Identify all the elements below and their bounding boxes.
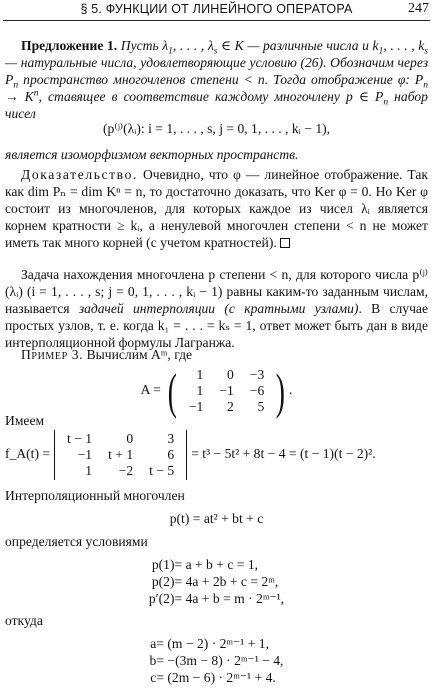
determinant-cell: t − 5 (149, 463, 175, 478)
example-text: Вычислим Aᵐ, где (86, 347, 193, 362)
solution-row (150, 635, 284, 652)
proof-label: Доказательство. (21, 167, 139, 182)
solution-table (150, 635, 284, 686)
condition-row (149, 590, 284, 607)
solution-lhs: b (149, 653, 157, 668)
running-header (0, 0, 433, 20)
matrix-A: A = ( 1 0 −3 1 −1 −6 −1 2 5 ) . (140, 363, 293, 419)
conditions-intro: определяется условиями (5, 534, 148, 549)
matrix-A-table (181, 367, 272, 415)
solution-lhs: a (150, 636, 157, 651)
solution-rhs: = (2m − 6) · 2ᵐ⁻¹ + 4. (156, 670, 276, 685)
conditions-table (149, 556, 284, 607)
matrix-A-cell: −3 (249, 367, 265, 382)
matrix-A-cell: 1 (196, 367, 204, 382)
interp-polynomial: p(t) = at² + bt + c (169, 511, 264, 526)
determinant-cell: t − 1 (67, 431, 93, 446)
qed-symbol (280, 238, 290, 248)
interp-intro: Интерполяционный многочлен (5, 488, 185, 503)
condition-lhs: p′(2) (148, 591, 175, 606)
solution-rhs: = (m − 2) · 2ᵐ⁻¹ + 1, (156, 636, 269, 651)
solution-row (150, 669, 284, 686)
header-rule (3, 20, 430, 21)
determinant-table (59, 431, 182, 479)
proposition-conclusion: является изоморфизмом векторных пространств. (5, 147, 299, 162)
page-number: 247 (408, 1, 429, 16)
determinant-cell: 1 (85, 463, 93, 478)
conditions-system (5, 556, 428, 607)
proof (5, 166, 428, 251)
interpolation-term: задачей интерполяции (с кратными узлами) (78, 301, 359, 316)
matrix-A-cell: 0 (227, 367, 234, 382)
determinant-cell: −2 (118, 463, 134, 478)
example-label: Пример 3. (21, 347, 84, 362)
condition-rhs: = 4a + b = m · 2ᵐ⁻¹, (174, 591, 285, 606)
characteristic-polynomial: f_A(t) =t − 1 0 3 −1 t + 1 6 1 −2 t − 5= t³ − 5t² + 8t − 4 = (t − 1)(t − 2)². (5, 431, 376, 478)
matrix-A-cell: −1 (188, 399, 204, 414)
condition-lhs: p(2) (151, 574, 175, 589)
solution-lhs: c (150, 670, 157, 685)
matrix-A-row (181, 383, 272, 399)
proof-text: Очевидно, что φ — линейное отображение. Так как dim Pₙ = dim Kⁿ = n, то достаточно доказать, что Ker φ = 0. Но Ker φ состоит из многочленов, для которых каждое из чисел λᵢ является корнем кратности ≥ kᵢ, а ненулевой многочлен степени < n не может иметь так много корней (с учетом кратностей). (5, 167, 428, 250)
example-heading (5, 346, 428, 363)
determinant-cell: t + 1 (108, 447, 134, 462)
matrix-A-cell: 5 (257, 399, 265, 414)
determinant-cell: 3 (167, 431, 175, 446)
proposition-label: Предложение 1. (21, 38, 118, 53)
matrix-A-cell: −6 (249, 383, 265, 398)
interpolation-paragraph: Задача нахождения многочлена p степени < n, для которого числа p⁽ʲ⁾(λᵢ) (i = 1, . . . , s; j = 0, 1, . . . , kᵢ − 1) равны каким-то заданным числам, называется задачей интерполяции (с кратными узлами). В случае простых узлов, т. е. когда k₁ = . . . = kₛ = 1, ответ может быть дан в виде интерполяционной формулы Лагранжа. (5, 267, 429, 350)
condition-row (149, 573, 284, 590)
solution-rhs: = −(3m − 8) · 2ᵐ⁻¹ − 4, (156, 653, 284, 668)
have-label: Имеем (5, 413, 45, 428)
solution-row (150, 652, 284, 669)
determinant-cell: −1 (77, 447, 93, 462)
condition-lhs: p(1) (151, 557, 175, 572)
whence-label: откуда (5, 613, 43, 628)
condition-rhs: = 4a + 2b + c = 2ᵐ, (174, 574, 279, 589)
determinant-cell: 0 (126, 431, 134, 446)
matrix-A-cell: −1 (219, 383, 234, 398)
determinant-cell: 6 (167, 447, 175, 462)
determinant-row (59, 463, 182, 479)
section-title: § 5. ФУНКЦИИ ОТ ЛИНЕЙНОГО ОПЕРАТОРА (80, 2, 353, 16)
determinant-row (59, 431, 182, 447)
matrix-A-row (181, 367, 272, 383)
solution-system (5, 635, 428, 686)
condition-rhs: = a + b + c = 1, (174, 557, 259, 572)
proposition-body: Пусть $\lambda_1$, . . . , $\lambda_s$ ∈ K — различные числа и $k_1$, . . . , $k_s$ — натуральные числа, удовлетворяющие условию (26). Обозначим через $P_n$ пространство многочленов степени < n. Тогда отображение φ: $P_n \to K^n$, ставящее в соответствие каждому многочлену p ∈ $P_n$ набор чисел (5, 38, 428, 121)
matrix-A-cell: 2 (227, 399, 234, 414)
proposition (5, 37, 428, 122)
matrix-A-cell: 1 (196, 383, 204, 398)
determinant-row (59, 447, 182, 463)
proposition-formula: (p⁽ʲ⁾(λᵢ): i = 1, . . . , s, j = 0, 1, . . . , kᵢ − 1), (102, 121, 331, 136)
condition-row (149, 556, 284, 573)
